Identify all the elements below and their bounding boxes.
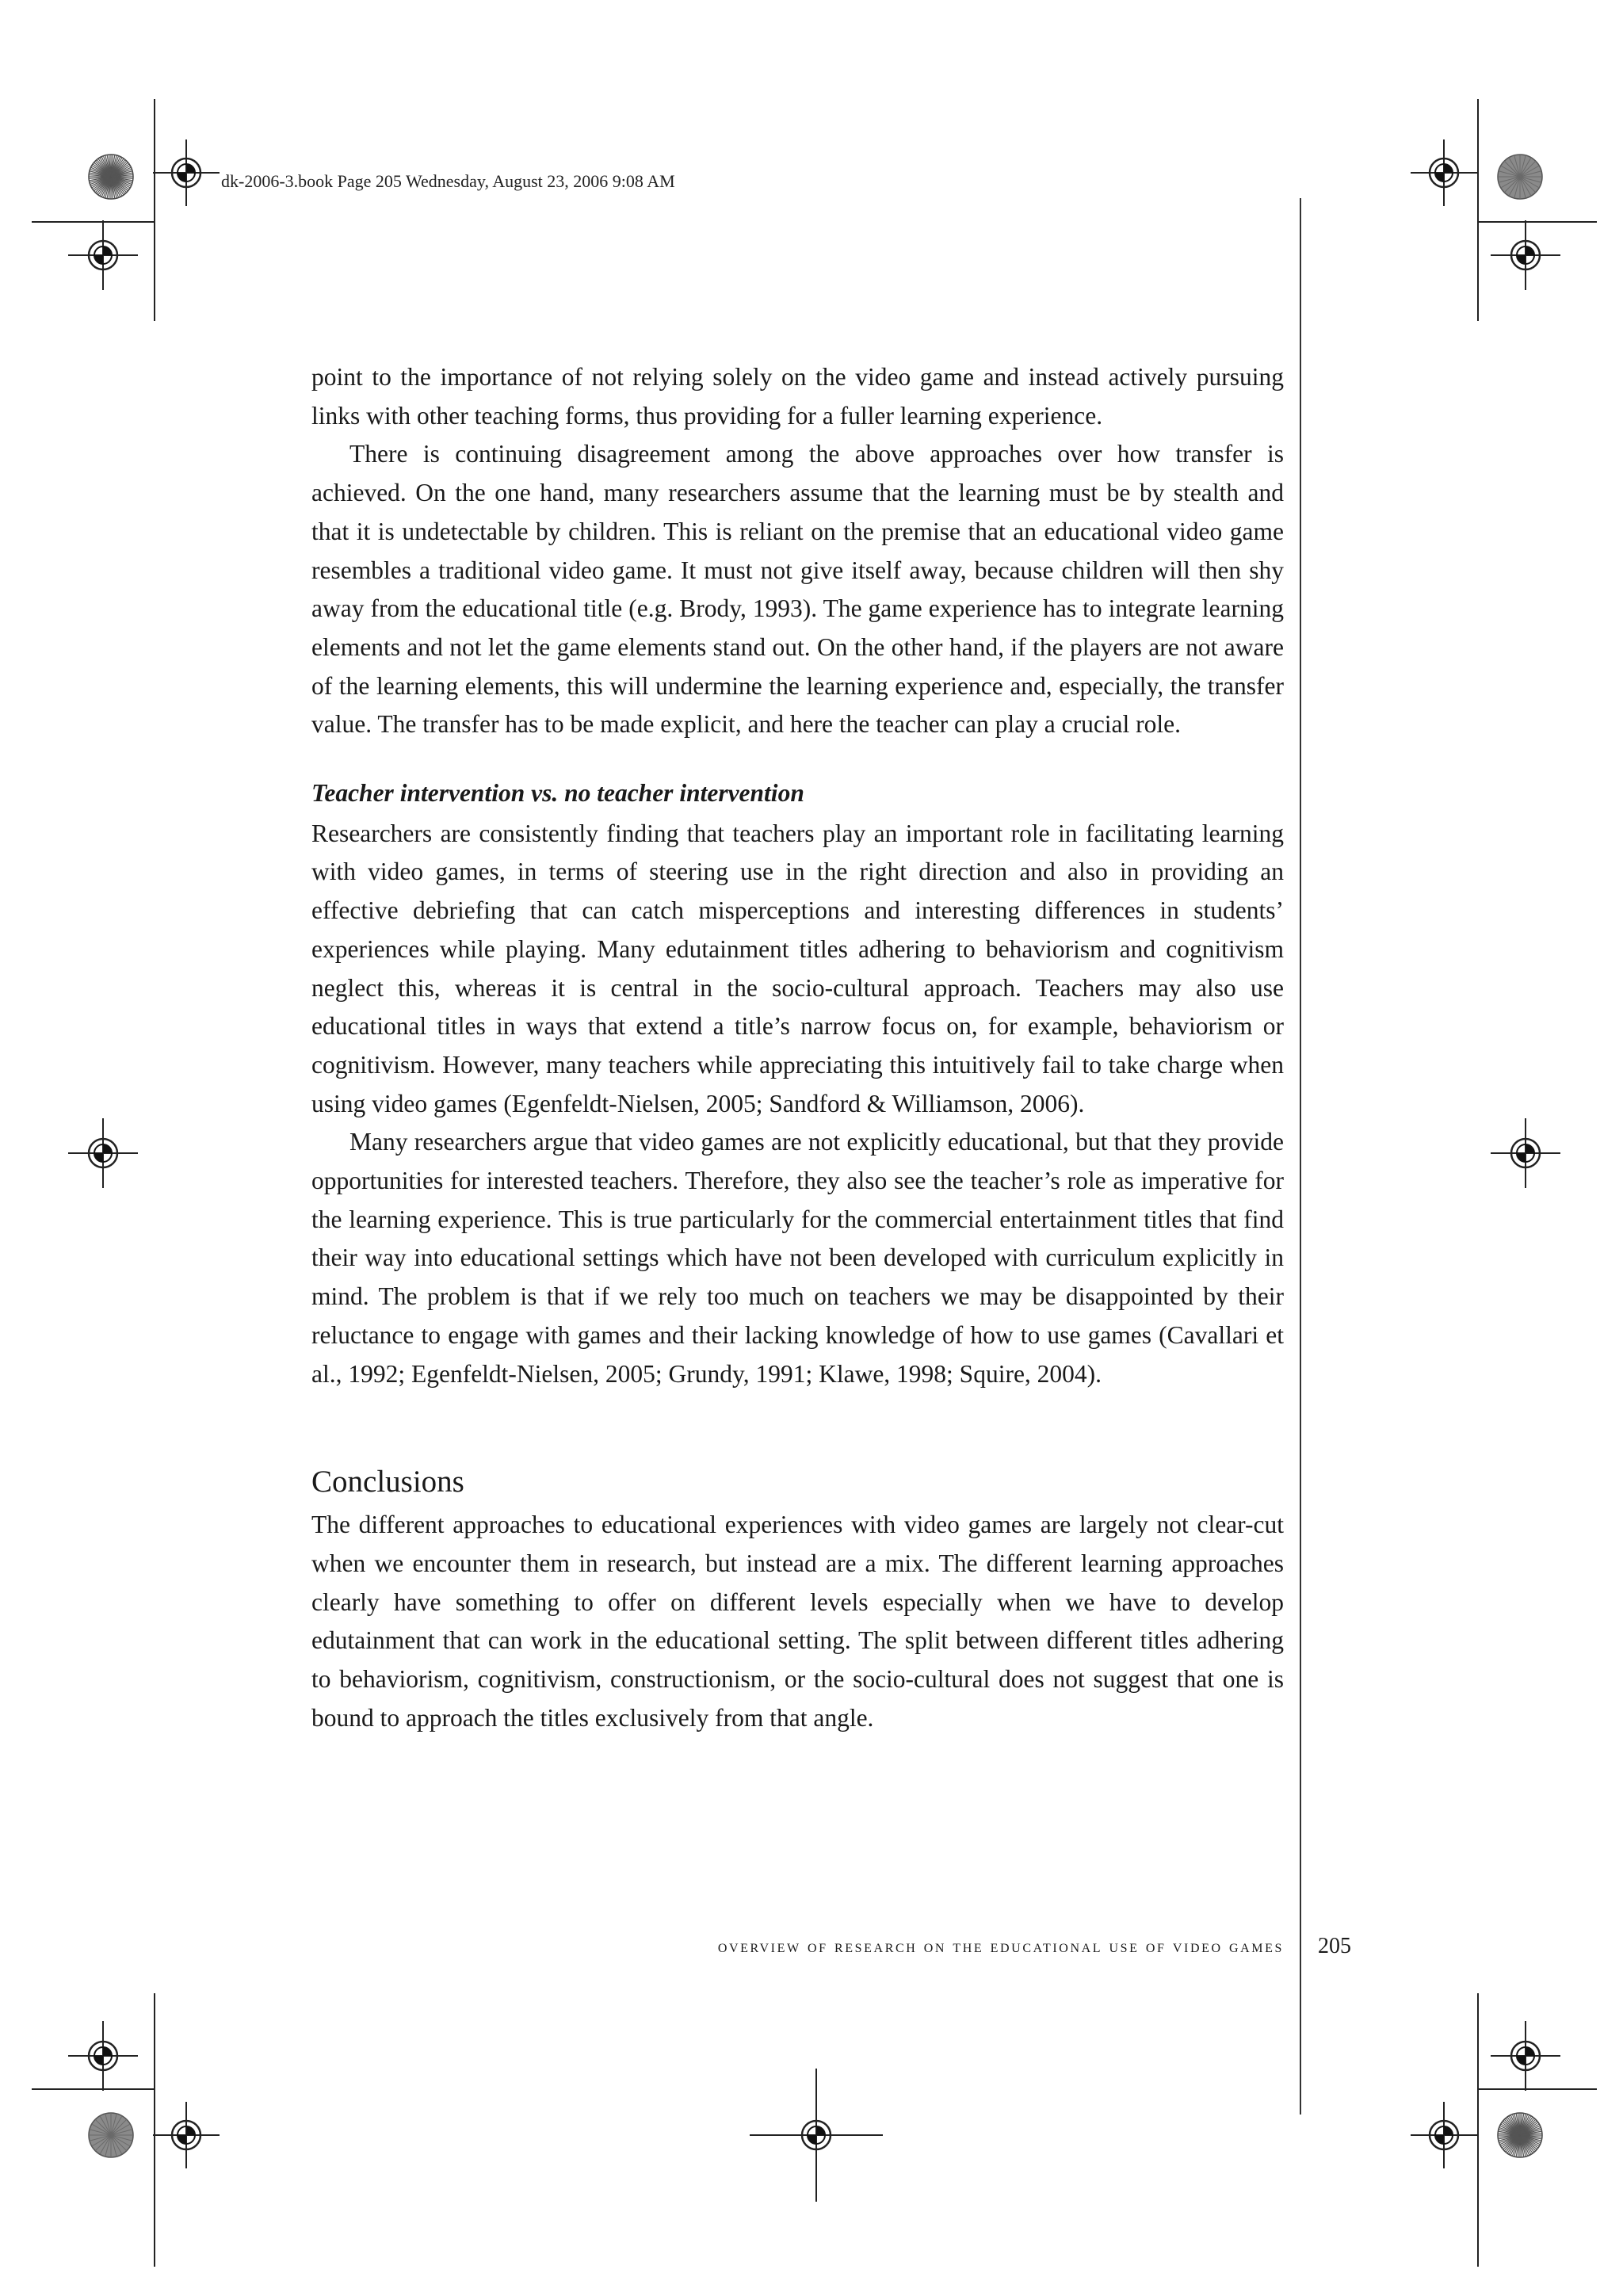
paragraph-2: There is continuing disagreement among the above approaches over how transfer is achieved. On the one hand, many researchers assume that the learning must be by stealth and that it is undetectable by children. This is reliant on the premise that an educational video game resembles a traditional video game. It must not give itself away, because children will then shy away from the educational title (e.g. Brody, 1993). The game experience has to integrate learning elements and not let the game elements stand out. On the other hand, if the players are not aware of the learning elements, this will undermine the learning experience and, especially, the transfer value. The transfer has to be made explicit, and here the teacher can play a crucial role. (311, 440, 1284, 739)
paragraph-5: The different approaches to educational experiences with video games are largely not clear-cut when we encounter them in research, but instead are a mix. The different learning approaches clearly have something to offer on different levels especially when we have to develop edutainment that can work in the educational setting. The split between different titles adhering to behaviorism, cognitivism, constructionism, or the socio-cultural does not suggest that one is bound to approach the titles exclusively from that angle. (311, 1511, 1284, 1732)
paragraph-1: point to the importance of not relying solely on the video game and instead actively pursuing links with other teaching forms, thus providing for a fuller learning experience. (311, 363, 1284, 430)
paragraph-3: Researchers are consistently finding that teachers play an important role in facilitating learning with video games, in terms of steering use in the right direction and also in providing an effective debriefing that can catch misperceptions and interesting differences in students’ experiences while playing. Many edutainment titles adhering to behaviorism and cognitivism neglect this, whereas it is central in the socio-cultural approach. Teachers may also use educational titles in ways that extend a title’s narrow focus on, for example, behaviorism or cognitivism. However, many teachers while appreciating this intuitively fail to take charge when using video games (Egenfeldt-Nielsen, 2005; Sandford & Williamson, 2006). (311, 819, 1284, 1117)
starburst-target-icon (1498, 2113, 1542, 2157)
print-slug: dk-2006-3.book Page 205 Wednesday, August 23, 2006 9:08 AM (221, 171, 675, 191)
registration-crosshair-icon (1491, 2021, 1560, 2091)
registration-crosshair-icon (68, 220, 138, 290)
subsection-heading: Teacher intervention vs. no teacher intervention (311, 779, 804, 808)
paragraph-4: Many researchers argue that video games are not explicitly educational, but that they provide opportunities for interested teachers. Therefore, they also see the teacher’s role as imperative for the learning experience. This is true particularly for the commercial entertainment titles that find their way into educational settings which have not been developed with curriculum explicitly in mind. The problem is that if we rely too much on teachers we may be disappointed by their reluctance to engage with games and their lacking knowledge of how to use games (Cavallari et al., 1992; Egenfeldt-Nielsen, 2005; Grundy, 1991; Klawe, 1998; Squire, 2004). (311, 1128, 1284, 1388)
section-heading: Conclusions (311, 1465, 464, 1499)
starburst-target-icon (89, 155, 133, 199)
registration-crosshair-icon (68, 1118, 138, 1188)
registration-crosshair-icon (750, 2069, 883, 2202)
gray-target-icon (89, 2113, 133, 2157)
registration-crosshair-icon (1491, 220, 1560, 290)
registration-crosshair-icon (153, 2102, 220, 2168)
registration-crosshair-icon (153, 139, 220, 206)
registration-crosshair-icon (1411, 2102, 1477, 2168)
registration-crosshair-icon (1491, 1118, 1560, 1188)
running-head: overview of research on the educational use of video games (717, 1936, 1284, 1956)
page-edge-rule (1300, 198, 1301, 2115)
page-number: 205 (1318, 1934, 1351, 1958)
registration-crosshair-icon (1411, 139, 1477, 206)
gray-target-icon (1498, 155, 1542, 199)
registration-crosshair-icon (68, 2021, 138, 2091)
body-text (311, 358, 1284, 1738)
